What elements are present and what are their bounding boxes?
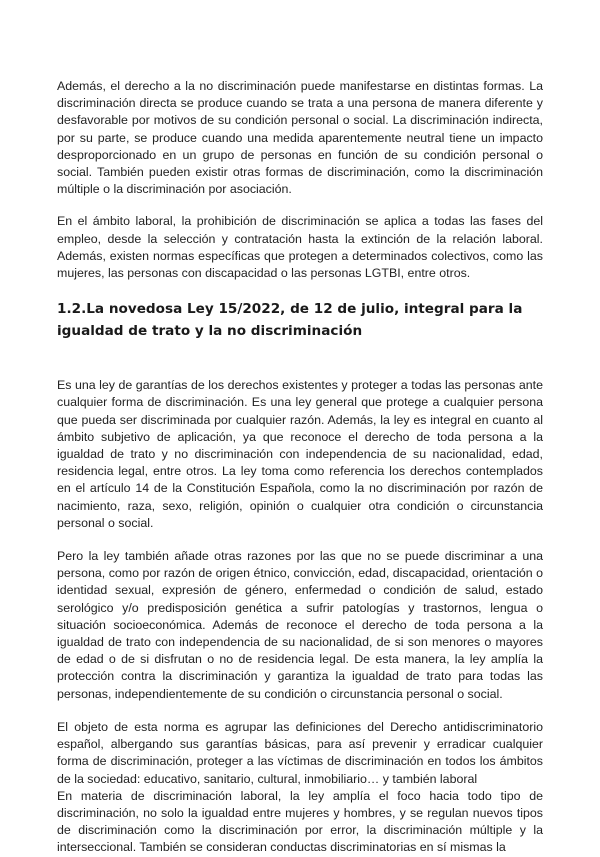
paragraph-labor-discrimination: En materia de discriminación laboral, la ley amplía el foco hacia todo tipo de discriminación, no solo la igualdad entre mujeres y hombres, y se regulan nuevos tipos de discriminación como la discriminación por error, la discriminación múltiple y la interseccional. También se consideran conductas discriminatorias en sí mismas la	[57, 788, 543, 855]
paragraph-law-guarantees: Es una ley de garantías de los derechos existentes y proteger a todas las personas ante cualquier forma de discriminación. Es una ley general que protege a cualquier persona que pueda ser discriminada por cualquier razón. Además, la ley es integral en cuanto al ámbito subjetivo de aplicación, ya que reconoce el derecho de toda persona a la igualdad de trato y no discriminación con independencia de su nacionalidad, edad, residencia legal, entre otros. La ley toma como referencia los derechos contemplados en el artículo 14 de la Constitución Española, como la no discriminación por razón de nacimiento, raza, sexo, religión, opinión o cualquier otra condición o circunstancia personal o social.	[57, 378, 543, 530]
paragraph-discrimination-forms: Además, el derecho a la no discriminación puede manifestarse en distintas formas. La discriminación directa se produce cuando se trata a una persona de manera diferente y desfavorable por motivos de su condición personal o social. La discriminación indirecta, por su parte, se produce cuando una medida aparentemente neutral tiene un impacto desproporcionado en un grupo de personas en función de su condición personal o social. También pueden existir otras formas de discriminación, como la discriminación múltiple o la discriminación por asociación.	[57, 79, 543, 197]
document-body	[57, 78, 543, 857]
paragraph-labor-scope: En el ámbito laboral, la prohibición de discriminación se aplica a todas las fases del empleo, desde la selección y contratación hasta la extinción de la relación laboral. Además, existen normas específicas que protegen a determinados colectivos, como las mujeres, las personas con discapacidad o las personas LGTBI, entre otros.	[57, 214, 543, 281]
section-heading: 1.2.La novedosa Ley 15/2022, de 12 de julio, integral para la igualdad de trato y la no discriminación	[57, 301, 523, 340]
paragraph-law-object: El objeto de esta norma es agrupar las definiciones del Derecho antidiscriminatorio español, albergando sus garantías básicas, para así prevenir y erradicar cualquier forma de discriminación, proteger a las víctimas de discriminación en todos los ámbitos de la sociedad: educativo, sanitario, cultural, inmobiliario… y también laboral	[57, 719, 543, 786]
paragraph-additional-reasons: Pero la ley también añade otras razones por las que no se puede discriminar a una persona, como por razón de origen étnico, convicción, edad, discapacidad, orientación o identidad sexual, expresión de género, enfermedad o condición de salud, estado serológico y/o predisposición genética a sufrir patologías y trastornos, lengua o situación socioeconómica. Además de reconoce el derecho de toda persona a la igualdad de trato con independencia de su nacionalidad, de si son menores o mayores de edad o de si disfrutan o no de residencia legal. De esta manera, la ley amplía la protección contra la discriminación y garantiza la igualdad de trato para todas las personas, independientemente de su condición o circunstancia personal o social.	[57, 549, 543, 701]
